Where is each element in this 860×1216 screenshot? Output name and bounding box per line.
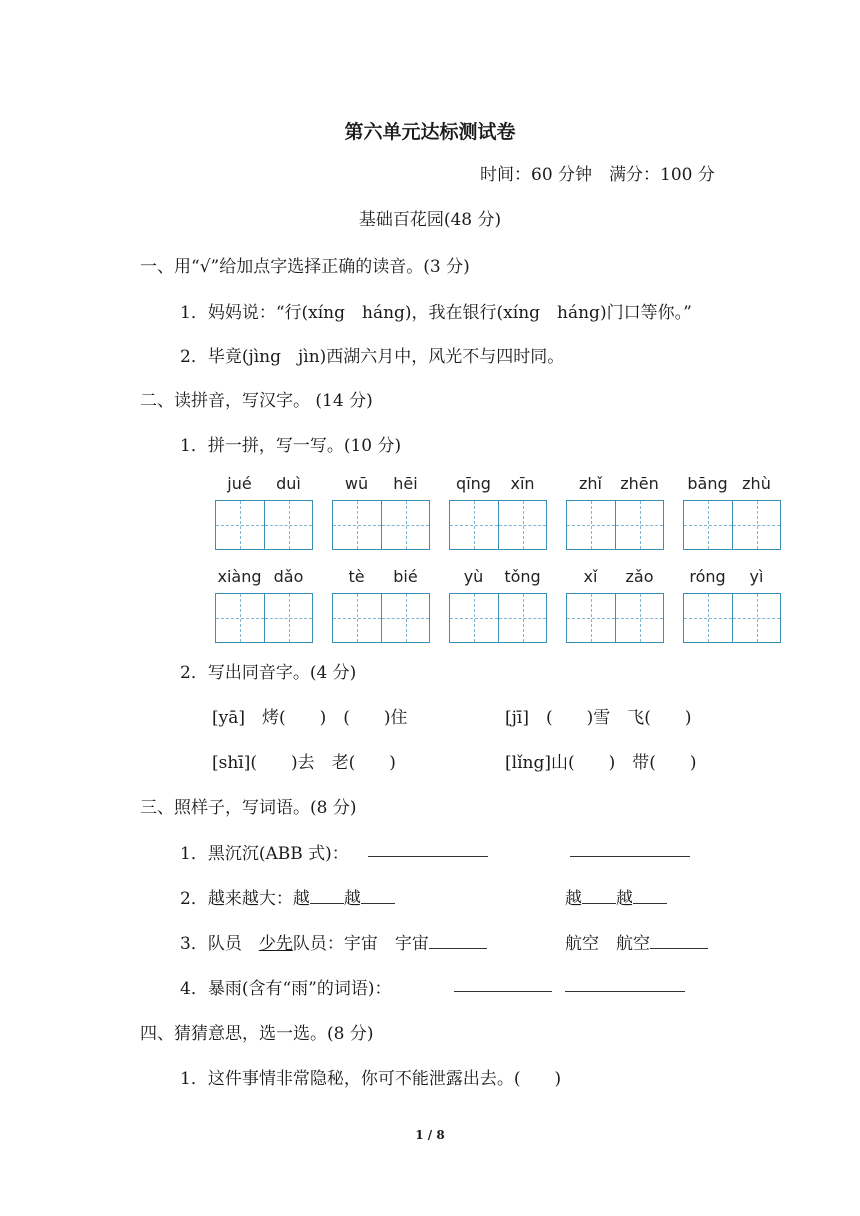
pinyin-label: yù: [463, 567, 484, 586]
pinyin-label: hēi: [393, 474, 418, 493]
homophone-line-2b: [lǐng]山( ) 带( ): [505, 753, 697, 773]
q3-item-2-text: 2．越来越大：越: [180, 889, 310, 909]
writing-boxes[interactable]: [332, 593, 430, 643]
q3-item-2: [180, 884, 395, 909]
writing-boxes[interactable]: [566, 593, 664, 643]
writing-cell[interactable]: [264, 501, 312, 549]
part-title: 基础百花园(48 分): [358, 210, 502, 230]
writing-cell[interactable]: [264, 594, 312, 642]
answer-blank[interactable]: [570, 840, 690, 857]
word-group: [683, 474, 781, 570]
word-group: [449, 567, 547, 663]
pinyin-label: tǒng: [504, 567, 541, 586]
pinyin-label: zhēn: [620, 474, 659, 493]
exam-meta: 时间：60 分钟 满分：100 分: [480, 165, 715, 185]
q1-item-2: 2．毕竟(jìng jìn)西湖六月中，风光不与四时同。: [180, 347, 565, 367]
pinyin-label: bié: [393, 567, 418, 586]
q3-item-2-right-b: 越: [616, 889, 633, 909]
q3-item-2-right: [565, 884, 667, 909]
writing-cell[interactable]: [615, 501, 663, 549]
answer-blank[interactable]: [310, 887, 344, 904]
writing-boxes[interactable]: [215, 593, 313, 643]
q3-item-3-right-text: 航空 航空: [565, 934, 650, 954]
q4-heading: 四、猜猜意思，选一选。(8 分): [140, 1024, 374, 1044]
q3-item-1: [180, 839, 349, 864]
q1-item-1: 1．妈妈说：“行(xíng háng)，我在银行(xíng háng)门口等你。”: [180, 303, 692, 323]
q3-item-3-right: [565, 929, 708, 954]
answer-blank[interactable]: [650, 932, 708, 949]
q3-item-1-text: 1．黑沉沉(ABB 式)：: [180, 844, 349, 864]
word-group: [215, 567, 313, 663]
pinyin-label: zǎo: [625, 567, 654, 586]
pinyin-grid-row-1: [215, 474, 785, 570]
homophone-line-1b: [jī] ( )雪 飞( ): [505, 708, 692, 728]
writing-cell[interactable]: [333, 594, 381, 642]
answer-blank[interactable]: [454, 975, 552, 992]
pinyin-grid-row-2: [215, 567, 785, 663]
page-number: 1 / 8: [415, 1128, 445, 1142]
pinyin-label: xīn: [510, 474, 535, 493]
q3-item-3: [180, 929, 487, 954]
pinyin-label: qīng: [456, 474, 491, 493]
writing-cell[interactable]: [732, 501, 780, 549]
writing-boxes[interactable]: [683, 593, 781, 643]
writing-boxes[interactable]: [449, 593, 547, 643]
writing-cell[interactable]: [684, 501, 732, 549]
pinyin-label: zhǐ: [579, 474, 602, 493]
q4-item-1: 1．这件事情非常隐秘，你可不能泄露出去。( ): [180, 1069, 562, 1089]
word-group: [566, 567, 664, 663]
pinyin-label: zhù: [742, 474, 771, 493]
underlined-example: 少先: [258, 934, 293, 954]
writing-boxes[interactable]: [215, 500, 313, 550]
writing-cell[interactable]: [684, 594, 732, 642]
answer-blank[interactable]: [582, 887, 616, 904]
q2-sub-1: 1．拼一拼，写一写。(10 分): [180, 436, 402, 456]
writing-cell[interactable]: [381, 501, 429, 549]
writing-boxes[interactable]: [332, 500, 430, 550]
writing-boxes[interactable]: [683, 500, 781, 550]
answer-blank[interactable]: [361, 887, 395, 904]
word-group: [449, 474, 547, 570]
q3-item-3-post: 队员：宇宙 宇宙: [292, 934, 429, 954]
q3-item-3-pre: 3．队员: [180, 934, 259, 954]
answer-blank[interactable]: [429, 932, 487, 949]
word-group: [332, 567, 430, 663]
writing-cell[interactable]: [381, 594, 429, 642]
answer-blank[interactable]: [565, 975, 685, 992]
q2-sub-2: 2．写出同音字。(4 分): [180, 663, 357, 683]
q3-item-2-mid: 越: [343, 889, 361, 909]
writing-cell[interactable]: [333, 501, 381, 549]
pinyin-label: bāng: [687, 474, 728, 493]
pinyin-label: wū: [344, 474, 369, 493]
pinyin-label: tè: [348, 567, 365, 586]
pinyin-label: dǎo: [273, 567, 304, 586]
q2-heading: 二、读拼音，写汉字。 (14 分): [140, 391, 373, 411]
exam-title: 第六单元达标测试卷: [344, 121, 516, 143]
pinyin-label: duì: [276, 474, 301, 493]
word-group: [683, 567, 781, 663]
word-group: [215, 474, 313, 570]
writing-boxes[interactable]: [449, 500, 547, 550]
word-group: [566, 474, 664, 570]
q3-item-2-right-a: 越: [565, 889, 582, 909]
q3-heading: 三、照样子，写词语。(8 分): [140, 798, 357, 818]
answer-blank[interactable]: [368, 840, 488, 857]
writing-cell[interactable]: [498, 594, 546, 642]
writing-cell[interactable]: [732, 594, 780, 642]
pinyin-label: jué: [227, 474, 252, 493]
writing-cell[interactable]: [567, 594, 615, 642]
q3-item-4: 4．暴雨(含有“雨”的词语)：: [180, 979, 392, 999]
pinyin-label: xiàng: [217, 567, 262, 586]
writing-boxes[interactable]: [566, 500, 664, 550]
writing-cell[interactable]: [450, 594, 498, 642]
pinyin-label: yì: [749, 567, 764, 586]
writing-cell[interactable]: [498, 501, 546, 549]
writing-cell[interactable]: [615, 594, 663, 642]
homophone-line-2a: [shī]( )去 老( ): [212, 753, 396, 773]
pinyin-label: xǐ: [583, 567, 598, 586]
writing-cell[interactable]: [450, 501, 498, 549]
word-group: [332, 474, 430, 570]
pinyin-label: róng: [689, 567, 726, 586]
q1-heading: 一、用“√”给加点字选择正确的读音。(3 分): [140, 257, 470, 277]
writing-cell[interactable]: [567, 501, 615, 549]
writing-cell[interactable]: [216, 501, 264, 549]
homophone-line-1a: [yā] 烤( ) ( )住: [212, 708, 408, 728]
writing-cell[interactable]: [216, 594, 264, 642]
answer-blank[interactable]: [633, 887, 667, 904]
